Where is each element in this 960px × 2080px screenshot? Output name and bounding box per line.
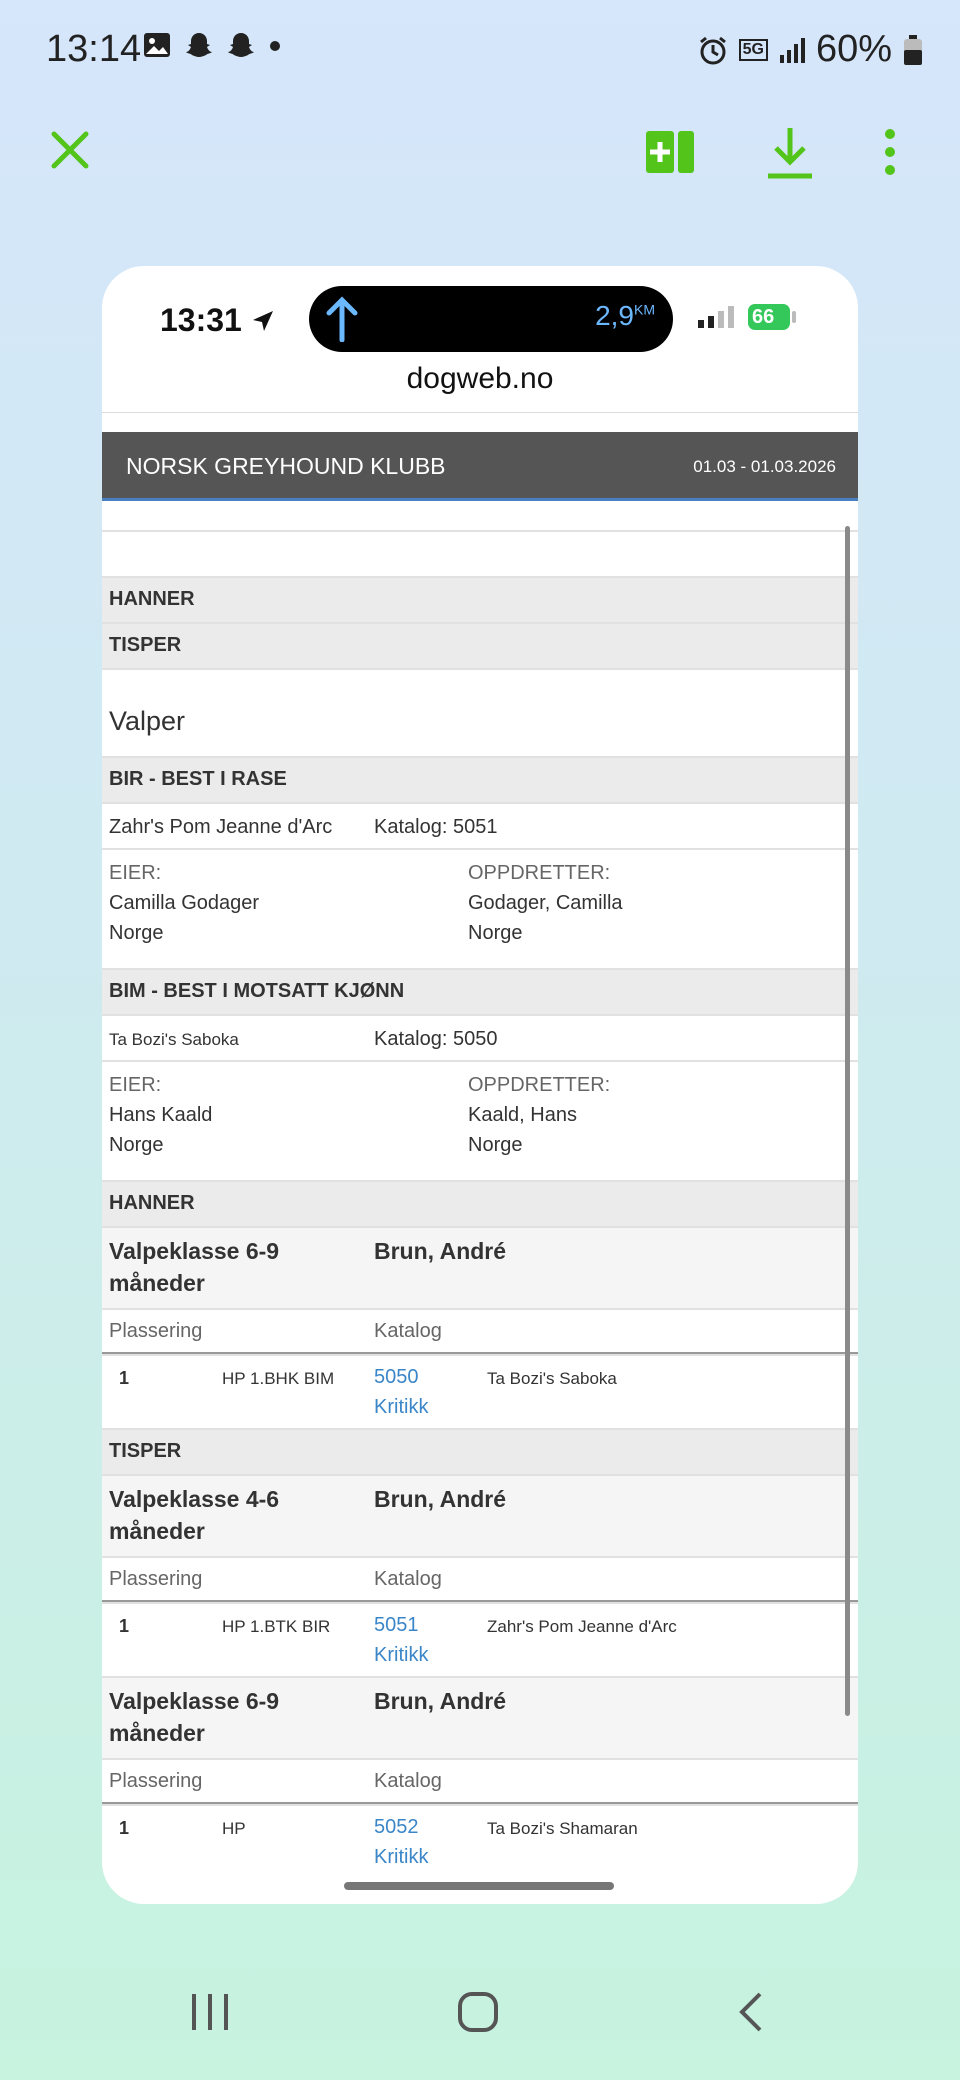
empty-row bbox=[102, 530, 858, 562]
catalog-link[interactable]: 5051 bbox=[374, 1614, 419, 1636]
network-type: 5G bbox=[739, 39, 768, 61]
back-icon bbox=[730, 1990, 774, 2034]
critique-link[interactable]: Kritikk bbox=[374, 1644, 429, 1666]
notification-icons bbox=[142, 30, 282, 60]
more-vert-icon bbox=[878, 128, 902, 176]
divider bbox=[102, 412, 858, 413]
download-icon bbox=[764, 126, 816, 180]
add-to-icon bbox=[644, 128, 696, 176]
club-title: NORSK GREYHOUND KLUBB bbox=[126, 453, 446, 479]
critique-link[interactable]: Kritikk bbox=[374, 1396, 429, 1418]
snapchat-icon bbox=[184, 30, 214, 60]
battery-icon bbox=[902, 34, 924, 66]
ios-status-bar bbox=[102, 266, 858, 366]
nav-arrow-up-icon bbox=[325, 296, 359, 342]
recents-button[interactable] bbox=[188, 1990, 232, 2039]
club-banner bbox=[102, 432, 858, 501]
home-button[interactable] bbox=[456, 1990, 500, 2039]
recents-icon bbox=[188, 1990, 232, 2034]
ios-time: 13:31 bbox=[160, 302, 275, 339]
back-button[interactable] bbox=[730, 1990, 774, 2039]
result-row: 1 HP 5052 Kritikk Ta Bozi's Shamaran bbox=[102, 1804, 858, 1880]
result-row: 1 HP 1.BHK BIM 5050 Kritikk Ta Bozi's Saboka bbox=[102, 1354, 858, 1430]
nav-distance: $2,9^{KM}$ bbox=[595, 300, 655, 331]
class-heading: Valpeklasse 6-9 måneder Brun, André bbox=[102, 1676, 858, 1758]
section-header: TISPER bbox=[102, 622, 858, 668]
download-button[interactable] bbox=[764, 126, 816, 185]
add-to-button[interactable] bbox=[644, 128, 696, 181]
results-column-header: Plassering Katalog bbox=[102, 1308, 858, 1354]
dynamic-island bbox=[309, 286, 673, 352]
event-date: 01.03 - 01.03.2026 bbox=[693, 457, 836, 476]
scrollbar[interactable] bbox=[845, 526, 850, 1716]
valper-heading: Valper bbox=[102, 668, 858, 758]
bim-owner-row: EIER: Hans Kaald Norge OPPDRETTER: Kaald, Hans Norge bbox=[102, 1060, 858, 1180]
status-right bbox=[697, 28, 924, 71]
ios-home-indicator bbox=[344, 1882, 614, 1890]
close-button[interactable] bbox=[48, 128, 92, 177]
class-heading: Valpeklasse 6-9 måneder Brun, André bbox=[102, 1226, 858, 1308]
alarm-icon bbox=[697, 34, 729, 66]
section-header: HANNER bbox=[102, 1180, 858, 1226]
bir-owner-row: EIER: Camilla Godager Norge OPPDRETTER: Godager, Camilla Norge bbox=[102, 848, 858, 968]
catalog-link[interactable]: 5052 bbox=[374, 1816, 419, 1838]
result-row: 1 HP 1.BTK BIR 5051 Kritikk Zahr's Pom Jeanne d'Arc bbox=[102, 1602, 858, 1678]
cell-signal-icon bbox=[698, 306, 738, 330]
catalog-link[interactable]: 5050 bbox=[374, 1366, 419, 1388]
class-heading: Valpeklasse 4-6 måneder Brun, André bbox=[102, 1474, 858, 1556]
status-time: 13:14 bbox=[46, 28, 142, 70]
url-bar[interactable]: dogweb.no bbox=[406, 362, 554, 395]
dot-icon bbox=[268, 30, 282, 60]
location-arrow-icon bbox=[251, 309, 275, 333]
signal-icon bbox=[778, 35, 806, 65]
results-column-header: Plassering Katalog bbox=[102, 1758, 858, 1804]
ios-battery: 66 bbox=[748, 304, 790, 330]
bim-header: BIM - BEST I MOTSATT KJØNN bbox=[102, 968, 858, 1014]
battery-percent: 60% bbox=[815, 28, 892, 70]
screenshot-preview[interactable] bbox=[102, 266, 858, 1904]
section-header: HANNER bbox=[102, 576, 858, 622]
bim-dog-row: Ta Bozi's Saboka Katalog: 5050 bbox=[102, 1014, 858, 1060]
home-icon bbox=[456, 1990, 500, 2034]
battery-cap bbox=[792, 311, 796, 323]
bir-dog-row: Zahr's Pom Jeanne d'Arc Katalog: 5051 bbox=[102, 802, 858, 848]
snapchat-icon bbox=[226, 30, 256, 60]
results-column-header: Plassering Katalog bbox=[102, 1556, 858, 1602]
close-icon bbox=[48, 128, 92, 172]
critique-link[interactable]: Kritikk bbox=[374, 1846, 429, 1868]
more-options-button[interactable] bbox=[878, 128, 902, 181]
gallery-icon bbox=[142, 30, 172, 60]
section-header: TISPER bbox=[102, 1428, 858, 1474]
bir-header: BIR - BEST I RASE bbox=[102, 756, 858, 802]
